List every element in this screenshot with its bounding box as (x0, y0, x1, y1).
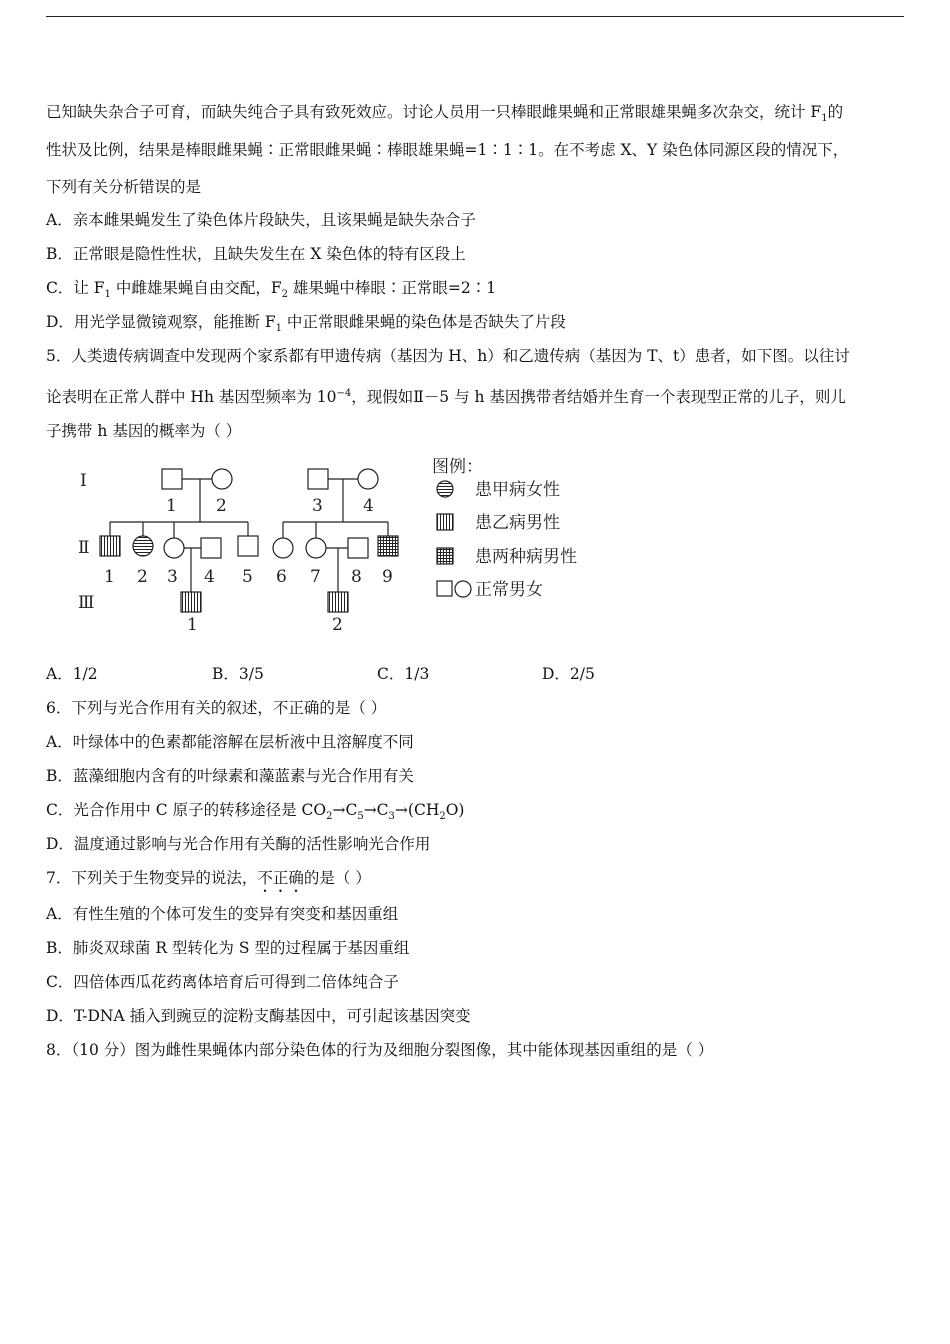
q5-option-a: A．1/2 (46, 665, 98, 683)
pedigree-number: 1 (187, 615, 198, 635)
generation-label-II: Ⅱ (78, 538, 90, 558)
q5-option-c: C．1/3 (377, 665, 430, 683)
q7-option-b: B．肺炎双球菌 R 型转化为 S 型的过程属于基因重组 (46, 939, 410, 957)
q4-stem-line-1: 已知缺失杂合子可育，而缺失纯合子具有致死效应。讨论人员用一只棒眼雌果蝇和正常眼雄果蝇多次杂交，统计 $F_1$的 (46, 103, 844, 125)
pedigree-II1-male-disease-b (100, 536, 120, 556)
pedigree-I1-male (162, 469, 182, 489)
q5-stem-line-3: 子携带 h 基因的概率为（ ） (46, 422, 242, 440)
q6-option-d: D．温度通过影响与光合作用有关酶的活性影响光合作用 (46, 835, 431, 853)
header-rule (46, 16, 904, 17)
q4-option-d: D．用光学显微镜观察，能推断 $F_1$ 中正常眼雌果蝇的染色体是否缺失了片段 (46, 313, 566, 335)
q5-stem-line-2: 论表明在正常人群中 Hh 基因型频率为 $10^{-4}$，现假如Ⅱ－5 与 h 基因携带者结婚并生育一个表现型正常的儿子，则儿 (46, 388, 846, 407)
pedigree-II9-male-both-diseases (378, 536, 398, 556)
pedigree-III1-male-disease-b (181, 592, 201, 612)
pedigree-number: 3 (167, 567, 178, 587)
pedigree-number: 2 (332, 615, 343, 635)
q5-option-b: B．3/5 (212, 665, 264, 683)
legend-normal-male-symbol (437, 581, 452, 596)
legend-label-1: 患甲病女性 (475, 480, 560, 500)
pedigree-chart (70, 452, 600, 642)
q4-option-c: C．让 $F_1$ 中雌雄果蝇自由交配，$F_2$ 雄果蝇中棒眼∶正常眼=2∶1 (46, 279, 497, 301)
pedigree-I3-male (308, 469, 328, 489)
legend-label-3: 患两种病男性 (475, 547, 577, 567)
q5-stem-line-1: 5．人类遗传病调查中发现两个家系都有甲遗传病（基因为 H、h）和乙遗传病（基因为 T、t）患者，如下图。以往讨 (46, 347, 850, 365)
pedigree-number: 4 (204, 567, 215, 587)
q7-emphasis: 不正确 (257, 869, 304, 887)
legend-title: 图例： (432, 457, 483, 477)
pedigree-I2-female (212, 469, 232, 489)
legend-label-4: 正常男女 (475, 580, 543, 600)
pedigree-II6-female (273, 538, 293, 558)
q7-option-d: D．T-DNA 插入到豌豆的淀粉支酶基因中，可引起该基因突变 (46, 1007, 471, 1025)
legend-label-2: 患乙病男性 (475, 513, 560, 533)
q6-stem: 6．下列与光合作用有关的叙述，不正确的是（ ） (46, 699, 387, 717)
pedigree-number: 9 (382, 567, 393, 587)
pedigree-II3-female (164, 538, 184, 558)
q7-stem: 7．下列关于生物变异的说法，不正确的是（ ） (46, 869, 371, 887)
q7-option-c: C．四倍体西瓜花药离体培育后可得到二倍体纯合子 (46, 973, 399, 991)
pedigree-number: 2 (137, 567, 148, 587)
legend-normal-female-symbol (455, 581, 471, 597)
pedigree-III2-male-disease-b (328, 592, 348, 612)
legend-male-disease-b-symbol (437, 514, 453, 530)
q7-option-a: A．有性生殖的个体可发生的变异有突变和基因重组 (46, 905, 399, 923)
q6-option-c: C．光合作用中 C 原子的转移途径是 $CO_2\to C_5\to C_3\to(CH_2O)$ (46, 801, 465, 823)
legend-male-both-symbol (437, 548, 453, 564)
pedigree-number: 1 (166, 496, 177, 516)
pedigree-II4-male (201, 538, 221, 558)
pedigree-number: 3 (312, 496, 323, 516)
legend-female-disease-a-symbol (437, 481, 453, 497)
q8-stem: 8．（10 分）图为雌性果蝇体内部分染色体的行为及细胞分裂图像，其中能体现基因重组的是（ ） (46, 1041, 714, 1059)
q6-option-a: A．叶绿体中的色素都能溶解在层析液中且溶解度不同 (46, 733, 414, 751)
pedigree-number: 1 (104, 567, 115, 587)
pedigree-I4-female (358, 469, 378, 489)
pedigree-number: 6 (276, 567, 287, 587)
pedigree-number: 2 (216, 496, 227, 516)
pedigree-II2-female-disease-a (133, 536, 153, 556)
q6-option-b: B．蓝藻细胞内含有的叶绿素和藻蓝素与光合作用有关 (46, 767, 414, 785)
q4-stem-line-2: 性状及比例，结果是棒眼雌果蝇∶正常眼雌果蝇∶棒眼雄果蝇=1∶1∶1。在不考虑 X、Y 染色体同源区段的情况下， (46, 141, 849, 159)
pedigree-II7-female (306, 538, 326, 558)
generation-label-III: Ⅲ (78, 593, 95, 613)
pedigree-II5-male (238, 536, 258, 556)
q4-option-a: A．亲本雌果蝇发生了染色体片段缺失，且该果蝇是缺失杂合子 (46, 211, 476, 229)
pedigree-number: 7 (310, 567, 321, 587)
pedigree-number: 8 (351, 567, 362, 587)
pedigree-number: 5 (242, 567, 253, 587)
pedigree-number: 4 (363, 496, 374, 516)
q5-option-d: D．2/5 (542, 665, 595, 683)
q4-stem-line-3: 下列有关分析错误的是 (46, 178, 202, 196)
generation-label-I: Ⅰ (80, 471, 87, 491)
pedigree-II8-male (348, 538, 368, 558)
pedigree-figure (70, 452, 600, 642)
q4-option-b: B．正常眼是隐性性状，且缺失发生在 X 染色体的特有区段上 (46, 245, 466, 263)
